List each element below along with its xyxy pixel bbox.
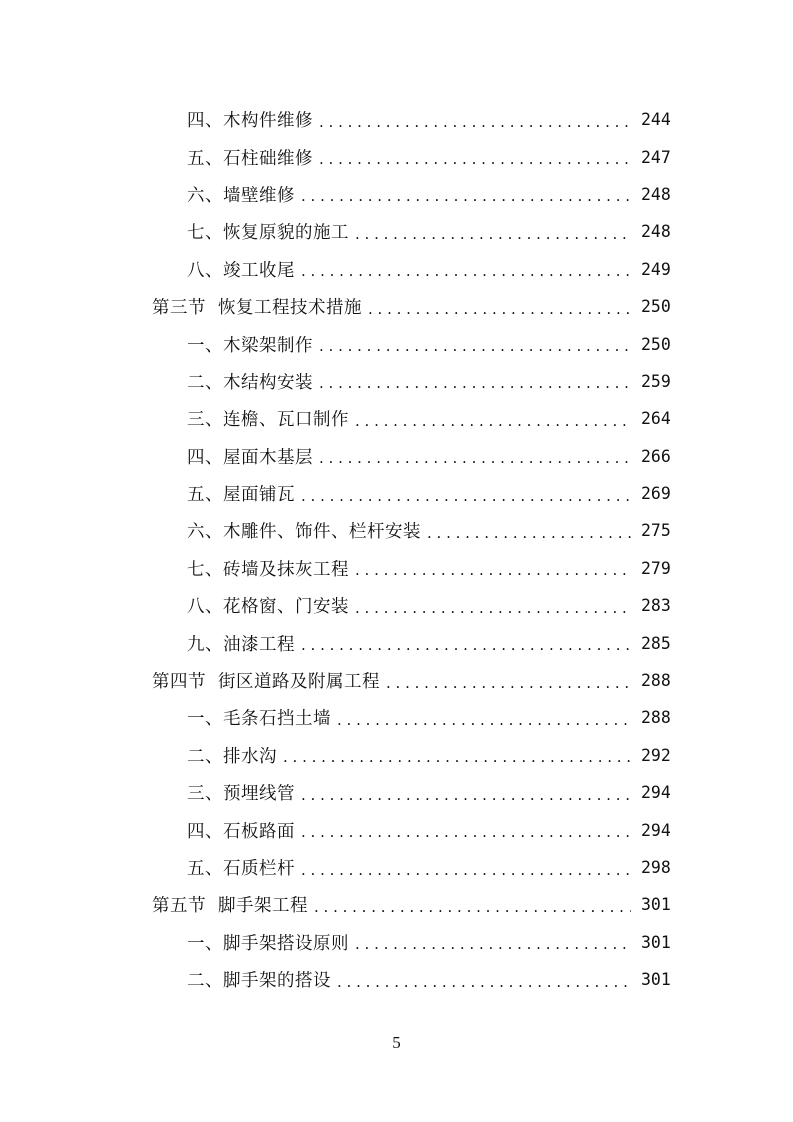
toc-entry-title: 五、屋面铺瓦 bbox=[187, 485, 295, 506]
dot-leader bbox=[319, 150, 631, 168]
toc-page-number: 275 bbox=[641, 521, 671, 541]
table-of-contents bbox=[0, 101, 793, 998]
toc-section-label: 第三节 bbox=[152, 298, 206, 319]
dot-leader bbox=[386, 674, 631, 692]
toc-entry-row[interactable] bbox=[0, 811, 793, 848]
toc-page-number: 269 bbox=[641, 484, 671, 504]
toc-entry-title: 六、墙壁维修 bbox=[187, 185, 295, 206]
dot-leader bbox=[355, 225, 631, 243]
toc-page-number: 249 bbox=[641, 259, 671, 279]
toc-page-number: 288 bbox=[641, 671, 671, 691]
toc-entry-row[interactable] bbox=[0, 438, 793, 475]
toc-entry-row[interactable] bbox=[0, 737, 793, 774]
toc-entry-title bbox=[152, 294, 362, 319]
dot-leader bbox=[283, 748, 631, 766]
dot-leader bbox=[337, 973, 631, 991]
toc-section-label: 第四节 bbox=[152, 672, 206, 693]
toc-entry-row[interactable] bbox=[0, 624, 793, 661]
toc-page-number: 250 bbox=[641, 297, 671, 317]
dot-leader bbox=[337, 711, 631, 729]
dot-leader bbox=[319, 113, 631, 131]
toc-entry-row[interactable] bbox=[0, 587, 793, 624]
toc-entry-title: 一、脚手架搭设原则 bbox=[187, 933, 349, 954]
toc-page-number: 250 bbox=[641, 334, 671, 354]
toc-entry-title: 一、毛条石挡土墙 bbox=[187, 709, 331, 730]
toc-entry-title bbox=[152, 668, 380, 693]
dot-leader bbox=[301, 187, 631, 205]
toc-entry-title bbox=[152, 892, 308, 917]
toc-entry-title: 七、恢复原貌的施工 bbox=[187, 223, 349, 244]
toc-entry-title: 四、木构件维修 bbox=[187, 111, 313, 132]
dot-leader bbox=[301, 786, 631, 804]
toc-page-number: 259 bbox=[641, 371, 671, 391]
dot-leader bbox=[368, 300, 631, 318]
toc-page-number: 248 bbox=[641, 222, 671, 242]
toc-entry-row[interactable] bbox=[0, 774, 793, 811]
toc-entry-title: 六、木雕件、饰件、栏杆安装 bbox=[187, 522, 421, 543]
toc-page-number: 301 bbox=[641, 895, 671, 915]
toc-entry-title: 三、连檐、瓦口制作 bbox=[187, 410, 349, 431]
toc-page-number: 247 bbox=[641, 147, 671, 167]
toc-section-title: 街区道路及附属工程 bbox=[218, 672, 380, 693]
toc-entry-title: 二、排水沟 bbox=[187, 746, 277, 767]
toc-page-number: 279 bbox=[641, 558, 671, 578]
toc-entry-row[interactable] bbox=[0, 961, 793, 998]
dot-leader bbox=[301, 823, 631, 841]
toc-entry-row[interactable] bbox=[0, 849, 793, 886]
toc-entry-row[interactable] bbox=[0, 400, 793, 437]
toc-section-row[interactable] bbox=[0, 886, 793, 923]
toc-section-title: 恢复工程技术措施 bbox=[218, 298, 362, 319]
toc-entry-title: 五、石柱础维修 bbox=[187, 148, 313, 169]
toc-page-number: 294 bbox=[641, 820, 671, 840]
toc-page-number: 285 bbox=[641, 633, 671, 653]
toc-entry-row[interactable] bbox=[0, 550, 793, 587]
toc-page-number: 292 bbox=[641, 745, 671, 765]
toc-entry-row[interactable] bbox=[0, 325, 793, 362]
toc-entry-title: 四、石板路面 bbox=[187, 821, 295, 842]
toc-entry-title: 二、木结构安装 bbox=[187, 372, 313, 393]
toc-entry-row[interactable] bbox=[0, 512, 793, 549]
dot-leader bbox=[301, 861, 631, 879]
toc-entry-row[interactable] bbox=[0, 101, 793, 138]
dot-leader bbox=[355, 599, 631, 617]
toc-page-number: 264 bbox=[641, 409, 671, 429]
page-number-footer: 5 bbox=[392, 1033, 401, 1052]
toc-page-number: 248 bbox=[641, 184, 671, 204]
dot-leader bbox=[319, 374, 631, 392]
toc-entry-row[interactable] bbox=[0, 138, 793, 175]
toc-entry-row[interactable] bbox=[0, 475, 793, 512]
toc-section-label: 第五节 bbox=[152, 896, 206, 917]
dot-leader bbox=[319, 337, 631, 355]
dot-leader bbox=[355, 935, 631, 953]
toc-page-number: 294 bbox=[641, 783, 671, 803]
toc-section-row[interactable] bbox=[0, 662, 793, 699]
toc-entry-title: 五、石质栏杆 bbox=[187, 859, 295, 879]
toc-page-number: 283 bbox=[641, 596, 671, 616]
toc-entry-title: 九、油漆工程 bbox=[187, 634, 295, 655]
dot-leader bbox=[319, 449, 631, 467]
toc-entry-row[interactable] bbox=[0, 363, 793, 400]
toc-entry-title: 八、竣工收尾 bbox=[187, 260, 295, 281]
toc-entry-row[interactable] bbox=[0, 924, 793, 961]
toc-page-number: 298 bbox=[641, 858, 671, 877]
toc-page-number: 301 bbox=[641, 932, 671, 952]
toc-page-number: 301 bbox=[641, 970, 671, 990]
dot-leader bbox=[301, 262, 631, 280]
dot-leader bbox=[301, 487, 631, 505]
toc-section-title: 脚手架工程 bbox=[218, 896, 308, 917]
toc-section-row[interactable] bbox=[0, 288, 793, 325]
toc-entry-title: 三、预埋线管 bbox=[187, 784, 295, 805]
dot-leader bbox=[355, 412, 631, 430]
dot-leader bbox=[314, 898, 631, 916]
toc-entry-row[interactable] bbox=[0, 213, 793, 250]
toc-entry-title: 一、木梁架制作 bbox=[187, 335, 313, 356]
dot-leader bbox=[427, 524, 631, 542]
toc-entry-title: 八、花格窗、门安装 bbox=[187, 597, 349, 618]
toc-page-number: 288 bbox=[641, 708, 671, 728]
toc-entry-title: 四、屋面木基层 bbox=[187, 447, 313, 468]
toc-entry-row[interactable] bbox=[0, 251, 793, 288]
toc-entry-row[interactable] bbox=[0, 699, 793, 736]
toc-page-number: 244 bbox=[641, 110, 671, 130]
dot-leader bbox=[301, 636, 631, 654]
dot-leader bbox=[355, 561, 631, 579]
toc-entry-title: 七、砖墙及抹灰工程 bbox=[187, 559, 349, 580]
toc-page-number: 266 bbox=[641, 446, 671, 466]
toc-entry-title: 二、脚手架的搭设 bbox=[187, 971, 331, 992]
toc-entry-row[interactable] bbox=[0, 176, 793, 213]
